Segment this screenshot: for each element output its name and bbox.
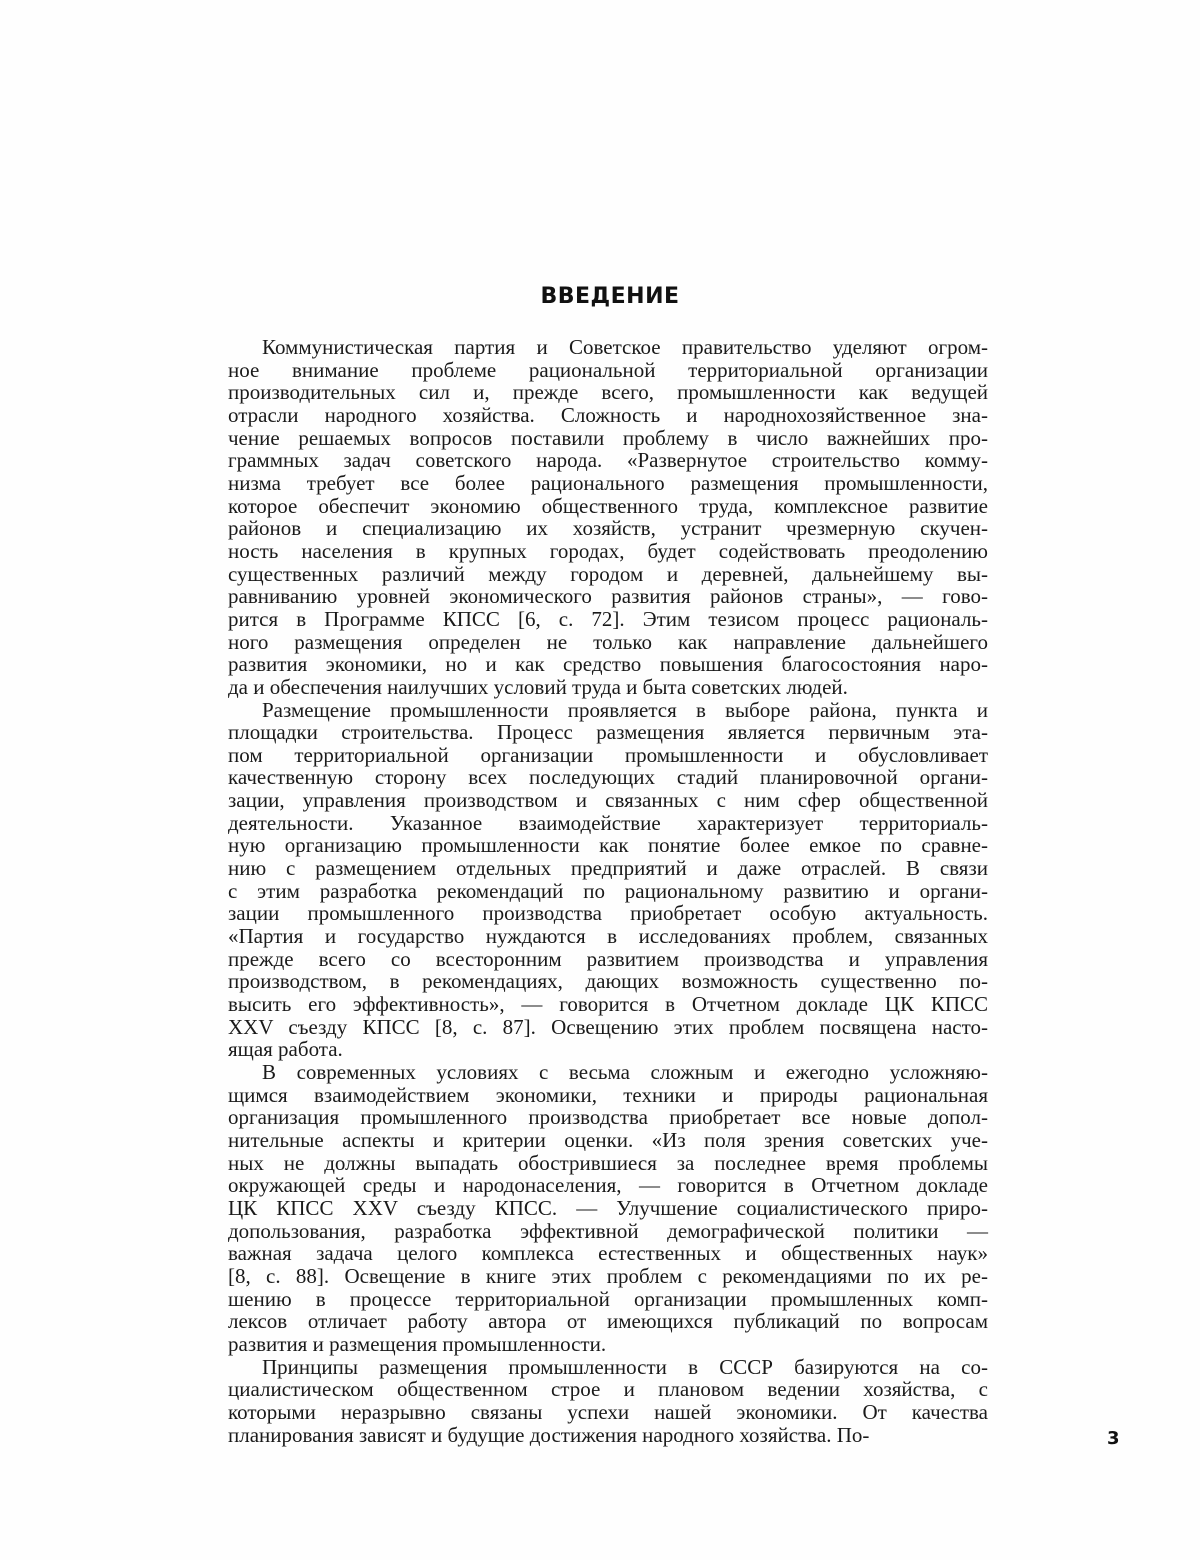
text-line: равниванию уровней экономического развития районов страны», — гово- (228, 584, 988, 609)
text-line: допользования, разработка эффективной демографической политики — (228, 1218, 988, 1243)
page-number: 3 (1107, 1428, 1120, 1449)
text-line: организация промышленного производства приобретает все новые допол- (228, 1105, 988, 1130)
text-line: Принципы размещения промышленности в СССР базируются на со- (262, 1354, 988, 1379)
text-line: Коммунистическая партия и Советское правительство уделяют огром- (262, 335, 988, 359)
paragraph (228, 336, 988, 699)
text-line: окружающей среды и народонаселения, — говорится в Отчетном докладе (228, 1173, 988, 1198)
body-text (228, 336, 988, 1446)
text-line: ную организацию промышленности как понятие более емкое по сравне- (228, 833, 988, 858)
paragraph (228, 1061, 988, 1356)
text-line: ящая работа. (228, 1037, 343, 1062)
text-line: прежде всего со всесторонним развитием производства и управления (228, 946, 988, 971)
text-line: которыми неразрывно связаны успехи нашей экономики. От качества (228, 1399, 988, 1424)
paragraph (228, 1356, 988, 1447)
text-line: рится в Программе КПСС [6, с. 72]. Этим тезисом процесс рациональ- (228, 606, 988, 631)
text-line: «Партия и государство нуждаются в исследованиях проблем, связанных (228, 924, 988, 949)
text-line: ность населения в крупных городах, будет содействовать преодолению (228, 538, 988, 563)
text-line: отрасли народного хозяйства. Сложность и народнохозяйственное зна- (228, 402, 988, 427)
text-line: щимся взаимодействием экономики, техники и природы рациональная (228, 1082, 988, 1107)
paragraph (228, 699, 988, 1062)
text-line: пом территориальной организации промышленности и обусловливает (228, 742, 988, 767)
text-line: граммных задач советского народа. «Развернутое строительство комму- (228, 448, 988, 473)
text-line: площадки строительства. Процесс размещения является первичным эта- (228, 720, 988, 745)
text-line: Размещение промышленности проявляется в выборе района, пункта и (262, 697, 988, 722)
text-line: ного размещения определен не только как направление дальнейшего (228, 629, 988, 654)
text-line: с этим разработка рекомендаций по рациональному развитию и органи- (228, 878, 988, 903)
text-line: лексов отличает работу автора от имеющихся публикаций по вопросам (228, 1309, 988, 1334)
text-line: ЦК КПСС XXV съезду КПСС. — Улучшение социалистического приро- (228, 1195, 988, 1220)
text-line: низма требует все более рационального размещения промышленности, (228, 470, 988, 495)
text-line: нительные аспекты и критерии оценки. «Из поля зрения советских уче- (228, 1127, 988, 1152)
text-line: шению в процессе территориальной организации промышленных комп- (228, 1286, 988, 1311)
text-line: [8, с. 88]. Освещение в книге этих проблем с рекомендациями по их ре- (228, 1263, 988, 1288)
text-line: существенных различий между городом и деревней, дальнейшему вы- (228, 561, 988, 586)
text-line: важная задача целого комплекса естественных и общественных наук» (228, 1241, 988, 1266)
text-line: В современных условиях с весьма сложным и ежегодно усложняю- (262, 1060, 988, 1084)
text-line: высить его эффективность», — говорится в Отчетном докладе ЦК КПСС (228, 992, 988, 1017)
text-line: ное внимание проблеме рациональной территориальной организации (228, 357, 988, 382)
section-heading: ВВЕДЕНИЕ (540, 284, 680, 309)
text-line: XXV съезду КПСС [8, с. 87]. Освещению этих проблем посвящена насто- (228, 1014, 988, 1039)
text-line: развития и размещения промышленности. (228, 1331, 607, 1356)
text-line: циалистическом общественном строе и плановом ведении хозяйства, с (228, 1377, 988, 1402)
text-line: которое обеспечит экономию общественного труда, комплексное развитие (228, 493, 988, 518)
text-line: нию с размещением отдельных предприятий и даже отраслей. В связи (228, 856, 988, 881)
text-line: ных не должны выпадать обострившиеся за последнее время проблемы (228, 1150, 988, 1175)
text-line: планирования зависят и будущие достижения народного хозяйства. По- (228, 1422, 870, 1447)
text-line: производством, в рекомендациях, дающих возможность существенно по- (228, 969, 988, 994)
text-line: чение решаемых вопросов поставили проблему в число важнейших про- (228, 425, 988, 450)
text-line: зации, управления производством и связанных с ним сфер общественной (228, 788, 988, 813)
text-line: производительных сил и, прежде всего, промышленности как ведущей (228, 380, 988, 405)
text-line: деятельности. Указанное взаимодействие характеризует территориаль- (228, 810, 988, 835)
text-line: районов и специализацию их хозяйств, устранит чрезмерную скучен- (228, 516, 988, 541)
text-line: да и обеспечения наилучших условий труда и быта советских людей. (228, 674, 848, 699)
text-line: развития экономики, но и как средство повышения благосостояния наро- (228, 652, 988, 677)
text-line: зации промышленного производства приобретает особую актуальность. (228, 901, 988, 926)
text-line: качественную сторону всех последующих стадий планировочной органи- (228, 765, 988, 790)
